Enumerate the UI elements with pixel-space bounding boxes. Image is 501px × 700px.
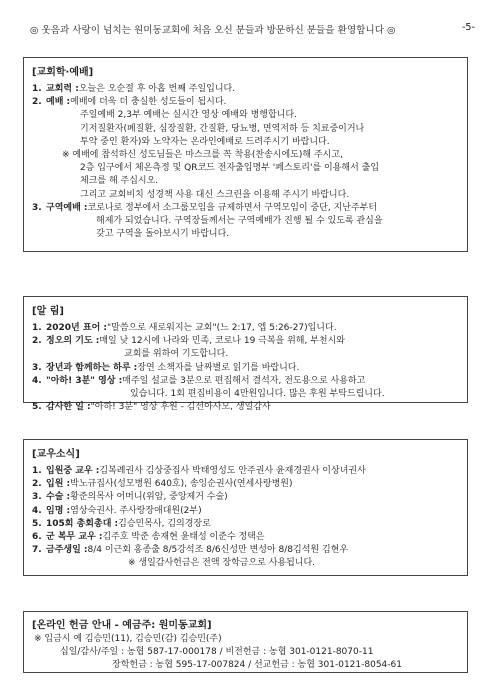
item-text: 예배에 더욱 더 충실한 성도들이 됩시다. [70, 97, 227, 108]
item-text: 김복례권사 김상중집사 박태영성도 안주권사 윤재경권사 이상녀권사 [99, 466, 366, 476]
item-label: "아하! 3분" 영상 : [46, 375, 123, 386]
notice-section-title: [알 림] [32, 306, 64, 317]
item-text: 코로나로 정부에서 소그룹모임을 규제하면서 구역모임이 중단, 지난주부터 [87, 202, 378, 213]
members-item-3 [32, 491, 459, 504]
item-number: 5. [32, 402, 42, 413]
item-text: 황준의목사 어머니(위암, 중앙제거 수술) [70, 492, 228, 503]
notice-item-2-cont: 교회를 위하여 기도합니다. [124, 349, 229, 360]
item-number: 5. [32, 518, 42, 529]
worship-section-title: [교회학·예배] [32, 67, 94, 78]
item-text: 8/4 이근회 홍종출 8/5강석조 8/6신성만 변성아 8/8김석원 김현우 [87, 545, 349, 556]
worship-item-1 [32, 83, 459, 96]
item-label: 예배 : [46, 97, 71, 108]
offering-note: ※ 입금시 예 김승민(11), 김승민(감) 김승민(주) [34, 634, 222, 644]
item-label: 임명 : [46, 505, 71, 516]
item-label: 군 복무 교우 : [46, 532, 103, 543]
item-number: 4. [32, 505, 42, 516]
item-label: 교회력 : [46, 84, 79, 94]
item-text: 매일 낮 12시에 나라와 민족, 코로나 19 극복을 위해, 부천시와 [99, 336, 345, 347]
worship-line: 2층 입구에서 체온측정 및 QR코드 전자출입명부 '페스토리'를 이용해서 출입 [80, 163, 380, 174]
birthday-note: ※ 생일감사헌금은 전액 장학금으로 사용됩니다. [128, 558, 316, 569]
item-label: 구역예배 : [46, 202, 88, 213]
item-number: 4. [32, 375, 42, 386]
notice-item-3 [32, 362, 459, 375]
notice-section [23, 296, 468, 413]
item-number: 1. [32, 466, 42, 476]
item-text: "아하! 3분" 영상 후원 - 김선아사모, 생일감사 [90, 402, 271, 413]
notice-item-5 [32, 401, 459, 414]
item-label: 금주생일 : [46, 545, 88, 556]
item-label: 정오의 기도 : [46, 336, 100, 347]
item-text: 오늘은 오순절 후 아홉 번째 주일입니다. [78, 84, 236, 94]
worship-line: 주일예배 2,3부 예배는 실시간 영상 예배와 병행합니다. [80, 110, 297, 121]
item-label: 2020년 표어 : [46, 323, 107, 333]
item-number: 3. [32, 202, 42, 213]
item-label: 입원중 교우 : [46, 466, 100, 476]
notice-item-4-cont: 있습니다. 1회 편집비용이 4만원입니다. 많은 후원 부탁드립니다. [130, 389, 385, 400]
item-number: 3. [32, 492, 42, 503]
offering-section-title: [온라인 헌금 안내 - 예금주: 원미동교회] [32, 620, 212, 631]
offering-account-line-1: 십일/감사/주일 : 농협 587-17-000178 / 비전헌금 : 농협 301-0121-8070-11 [60, 647, 374, 658]
item-number: 2. [32, 479, 42, 490]
item-text: 장연 소책자를 날짜별로 읽기를 바랍니다. [137, 362, 300, 373]
page-number: -5- [461, 22, 475, 33]
item-text: 김주호 박준 송재현 윤태성 이준수 정택은 [102, 532, 265, 543]
members-item-7 [32, 544, 459, 557]
header-welcome-text: ◎ 웃음과 사랑이 넘치는 원미동교회에 처음 오신 분들과 방문하신 분들을 환영합니다 ◎ [30, 25, 396, 36]
offering-section [23, 611, 468, 673]
item-label: 감사한 일 : [46, 402, 91, 413]
members-section-title: [교우소식] [32, 449, 80, 460]
item-text: 염상숙권사. 주사랑장애대원(2부) [70, 505, 202, 516]
members-item-1 [32, 465, 459, 478]
notice-item-2 [32, 335, 459, 348]
item-number: 3. [32, 362, 42, 373]
notice-item-4 [32, 375, 459, 388]
members-item-6 [32, 531, 459, 544]
worship-line: 기저질환자(폐질환, 심장질환, 간질환, 당뇨병, 면역저하 등 치료중이거나 [80, 123, 365, 134]
item-label: 수술 : [46, 492, 71, 503]
members-section [23, 439, 468, 576]
item-text: "말씀으로 새로워지는 교회"(느 2:17, 엡 5:26-27)입니다. [107, 323, 337, 333]
item-label: 장년과 함께하는 하루 : [46, 362, 138, 373]
item-text: 박노규집사(성모병원 640호), 송잉순권사(연세사랑병원) [70, 479, 293, 490]
item-text: 김승민목사, 김의경장로 [118, 518, 211, 529]
item-label: 105회 총회총대 : [46, 518, 119, 529]
notice-item-1 [32, 322, 459, 335]
worship-line: 그리고 교회비치 성경책 사용 대신 스크린을 이용해 주시기 바랍니다. [80, 189, 350, 200]
members-item-5 [32, 518, 459, 531]
offering-account-line-2: 장학헌금 : 농협 595-17-007824 / 선교헌금 : 농협 301-0121-8054-61 [112, 660, 402, 671]
worship-item-3-cont: 해제가 되었습니다. 구역장들께서는 구역예배가 진행 될 수 있도록 관심을 [96, 216, 383, 227]
item-label: 입원 : [46, 479, 71, 490]
worship-line: 체크를 해 주십시오. [80, 176, 159, 187]
worship-item-2 [32, 96, 459, 109]
item-number: 6. [32, 532, 42, 543]
item-number: 1. [32, 84, 42, 94]
members-item-2 [32, 478, 459, 491]
item-number: 2. [32, 336, 42, 347]
worship-item-3 [32, 202, 459, 215]
worship-item-3-cont: 갖고 구역을 돌아보시기 바랍니다. [96, 229, 230, 240]
worship-mask-note: ※ 예배에 참석하신 성도님들은 마스크를 꼭 착용(찬송시에도)해 주시고, [62, 150, 343, 161]
worship-line: 투약 중인 환자)와 노약자는 온라인예배로 드려주시기 바랍니다. [80, 136, 330, 147]
worship-section [23, 57, 468, 252]
item-number: 7. [32, 545, 42, 556]
item-text: 매주일 설교를 3분으로 편집해서 결석자, 전도용으로 사용하고 [122, 375, 366, 386]
page-header [30, 22, 475, 36]
item-number: 2. [32, 97, 42, 108]
members-item-4 [32, 505, 459, 518]
item-number: 1. [32, 323, 42, 333]
